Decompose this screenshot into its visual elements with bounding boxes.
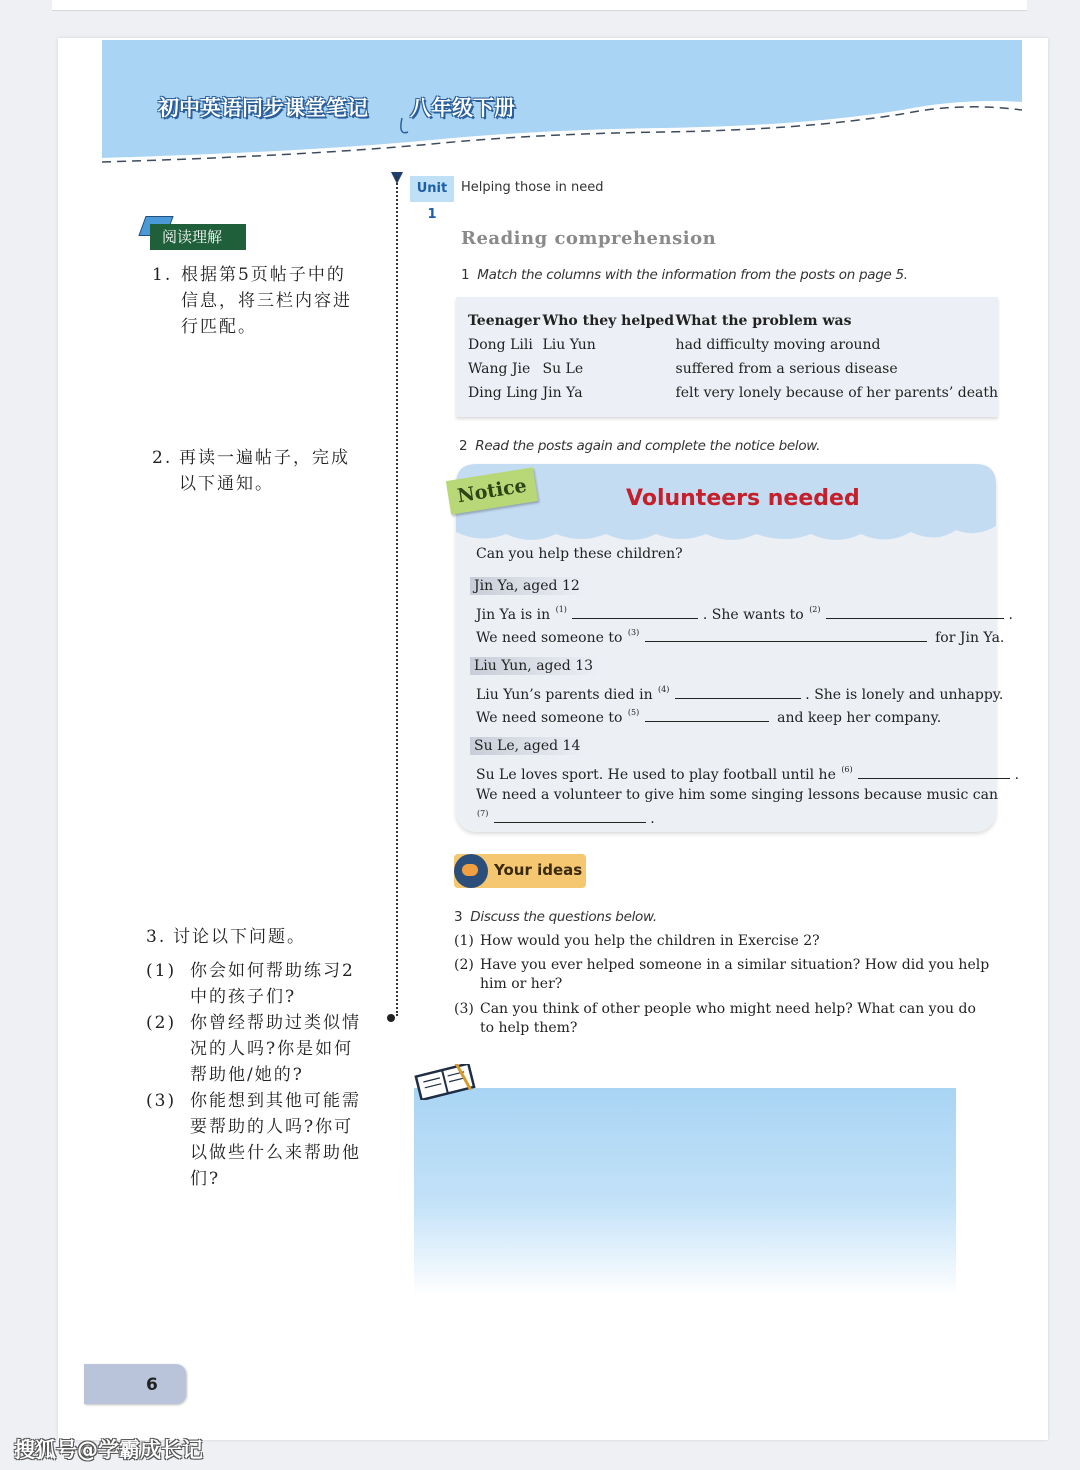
notice-text: . She is lonely and unhappy. <box>805 687 1004 703</box>
answer-blank-2[interactable] <box>826 604 1004 619</box>
reading-heading: Reading comprehension <box>461 228 717 249</box>
answer-blank-5[interactable] <box>645 707 769 722</box>
note-number: 1. <box>152 265 173 285</box>
notice-text: . She wants to <box>702 607 804 623</box>
speech-bubble-inner <box>462 864 478 876</box>
notice-text: Jin Ya is in <box>476 607 551 623</box>
notice-text: We need someone to <box>476 630 623 646</box>
notice-line <box>476 707 941 726</box>
child-heading: Liu Yun, aged 13 <box>470 657 599 675</box>
table-header: Who they helped <box>542 313 675 329</box>
table-cell: Ding Ling <box>468 385 538 401</box>
your-ideas-label: Your ideas <box>494 861 583 879</box>
table-header-row <box>468 309 998 333</box>
instruction-text: Discuss the questions below. <box>470 909 657 925</box>
notice-line <box>476 808 655 827</box>
table-cell: felt very lonely because of her parents’ death <box>675 385 998 401</box>
child-heading: Jin Ya, aged 12 <box>470 577 586 595</box>
table-row <box>468 357 998 381</box>
note-text: 再读一遍帖子，完成以下通知。 <box>179 448 350 494</box>
table-cell: Jin Ya <box>542 385 583 401</box>
blank-marker: (5) <box>627 708 640 717</box>
table-header: Teenager <box>468 313 540 329</box>
question-number: (3) <box>454 1001 474 1017</box>
page-number: 6 <box>146 1375 158 1395</box>
sidebar-note-3 <box>146 924 366 1192</box>
discussion-question <box>454 1000 994 1038</box>
question-text: Have you ever helped someone in a similar situation? How did you help him or her? <box>480 957 990 992</box>
watermark: 搜狐号@学霸成长记 <box>14 1438 203 1462</box>
discussion-question <box>454 956 994 994</box>
notice-line <box>476 604 1013 623</box>
note-text: 根据第5页帖子中的信息，将三栏内容进行匹配。 <box>181 265 352 337</box>
table-row <box>468 381 998 405</box>
discussion-question <box>454 932 994 951</box>
instruction-text: Read the posts again and complete the notice below. <box>475 438 821 454</box>
notice-text: Su Le loves sport. He used to play football until he <box>476 767 836 783</box>
exercise-number: 1 <box>461 267 470 283</box>
notice-text: . <box>650 811 655 827</box>
table-cell: Su Le <box>542 361 584 377</box>
exercise-number: 3 <box>454 909 463 925</box>
child-heading: Su Le, aged 14 <box>470 737 586 755</box>
notice-text: Liu Yun’s parents died in <box>476 687 653 703</box>
notice-intro: Can you help these children? <box>476 546 683 562</box>
section-badge: 阅读理解 <box>150 224 246 250</box>
notice-text: and keep her company. <box>777 710 942 726</box>
subitem-marker: (2) <box>146 1013 177 1033</box>
exercise-2-instruction <box>459 438 820 454</box>
notice-tag: Notice <box>446 467 538 514</box>
table-cell: Wang Jie <box>468 361 531 377</box>
blank-marker: (1) <box>555 605 567 614</box>
table-cell: Liu Yun <box>542 337 596 353</box>
blank-marker: (2) <box>809 605 821 614</box>
exercise-3-instruction <box>454 909 657 925</box>
question-number: (2) <box>454 957 474 973</box>
blank-marker: (6) <box>841 765 853 774</box>
blank-marker: (4) <box>658 685 670 694</box>
sidebar-note-2 <box>152 445 364 497</box>
notice-text: We need someone to <box>476 710 623 726</box>
note-number: 3. <box>146 927 167 947</box>
grade-title: 八年级下册 <box>410 96 515 120</box>
question-text: How would you help the children in Exercise 2? <box>480 933 820 949</box>
blank-marker: (7) <box>477 809 489 818</box>
sidebar-subitem <box>146 958 366 1010</box>
page-number-tab <box>84 1364 186 1404</box>
notes-writing-area[interactable] <box>414 1088 956 1296</box>
match-table <box>468 309 998 405</box>
blank-marker: (3) <box>627 628 640 637</box>
answer-blank-6[interactable] <box>858 764 1010 779</box>
unit-tag: Unit 1 <box>410 176 454 202</box>
instruction-text: Match the columns with the information from the posts on page 5. <box>477 267 908 283</box>
answer-blank-1[interactable] <box>572 604 698 619</box>
divider-end-dot <box>387 1014 395 1022</box>
column-divider <box>396 176 398 1016</box>
unit-title: Helping those in need <box>461 180 604 195</box>
exercise-1-instruction <box>461 267 908 283</box>
answer-blank-3[interactable] <box>645 627 927 642</box>
notice-line <box>476 627 1004 646</box>
table-header: What the problem was <box>675 313 852 329</box>
question-text: Can you think of other people who might need help? What can you do to help them? <box>480 1001 976 1036</box>
previous-page-edge <box>52 0 1027 11</box>
notebook-icon <box>410 1064 478 1100</box>
table-cell: suffered from a serious disease <box>675 361 898 377</box>
match-table-box <box>456 297 998 417</box>
answer-blank-4[interactable] <box>675 684 801 699</box>
note-number: 2. <box>152 448 173 468</box>
sidebar-note-1 <box>152 262 364 340</box>
notice-line <box>476 764 1019 783</box>
notice-text: . <box>1014 767 1020 783</box>
notice-text: . <box>1008 607 1013 623</box>
notice-title: Volunteers needed <box>626 486 860 511</box>
table-row <box>468 333 998 357</box>
exercise-number: 2 <box>459 438 468 454</box>
notice-text: for Jin Ya. <box>935 630 1005 646</box>
notice-line: We need a volunteer to give him some singing lessons because music can <box>476 787 998 803</box>
sidebar-subitem <box>146 1010 366 1088</box>
note-text: 讨论以下问题。 <box>173 927 306 947</box>
subitem-text: 你会如何帮助练习2中的孩子们? <box>190 961 355 1007</box>
subitem-text: 你能想到其他可能需要帮助的人吗?你可以做些什么来帮助他们? <box>190 1091 361 1189</box>
series-title: 初中英语同步课堂笔记 <box>158 96 368 120</box>
table-cell: had difficulty moving around <box>675 337 881 353</box>
sidebar-subitem <box>146 1088 366 1192</box>
subitem-marker: (1) <box>146 961 177 981</box>
answer-blank-7[interactable] <box>494 808 646 823</box>
notice-line <box>476 684 1003 703</box>
subitem-marker: (3) <box>146 1091 177 1111</box>
table-cell: Dong Lili <box>468 337 533 353</box>
subitem-text: 你曾经帮助过类似情况的人吗?你是如何帮助他/她的? <box>190 1013 361 1085</box>
question-number: (1) <box>454 933 474 949</box>
